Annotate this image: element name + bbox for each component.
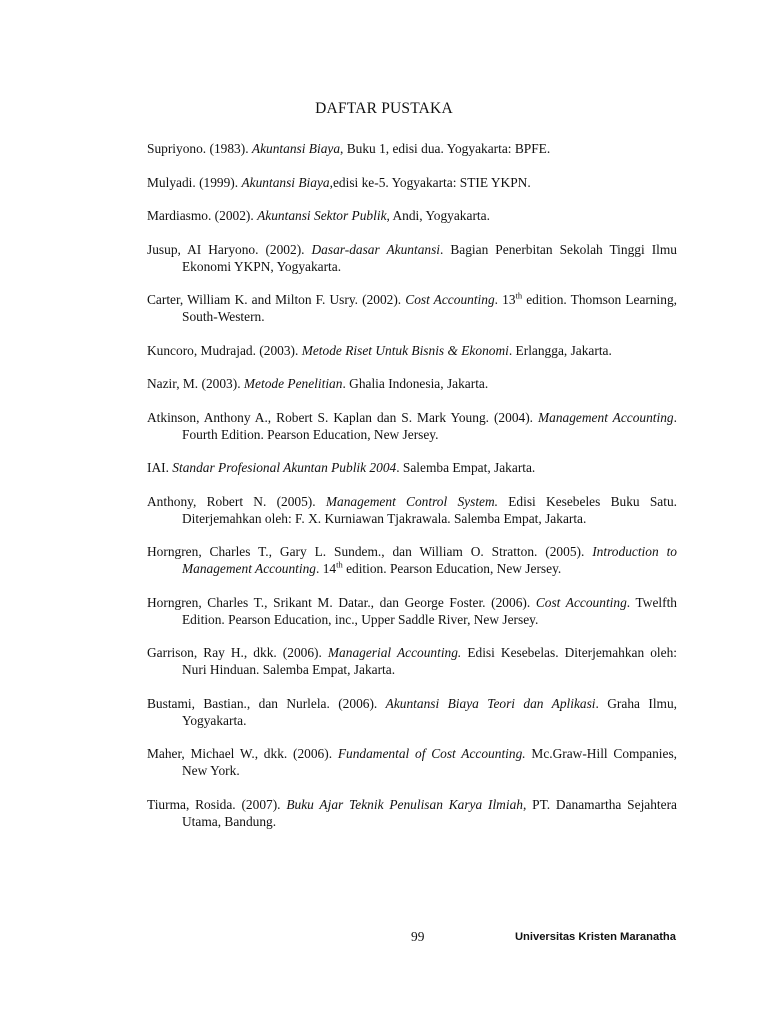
reference-text: . 14 (316, 561, 337, 576)
reference-text: Mc.Graw-Hill Companies, New York. (182, 746, 678, 778)
page-number: 99 (411, 929, 425, 944)
reference-title: Management Control System. (325, 493, 498, 509)
reference-entry (147, 342, 677, 359)
reference-text: Horngren, Charles T., Gary L. Sundem., dan William O. Stratton. (2005). (147, 544, 593, 559)
reference-text: Mardiasmo. (2002). (147, 208, 258, 223)
reference-title: Dasar-dasar Akuntansi (311, 241, 441, 257)
reference-text: Maher, Michael W., dkk. (2006). (147, 746, 338, 761)
reference-text: edition. Thomson Learning, South-Western. (182, 292, 678, 324)
reference-text: . Twelfth Edition. Pearson Education, inc., Upper Saddle River, New Jersey. (182, 594, 677, 627)
reference-text: Supriyono. (1983). (147, 141, 252, 156)
reference-text: Carter, William K. and Milton F. Usry. (2002). (147, 292, 406, 307)
reference-text: Edisi Kesebelas. Diterjemahkan oleh: Nuri Hinduan. Salemba Empat, Jakarta. (182, 645, 677, 677)
reference-list (147, 140, 677, 846)
reference-text: Bustami, Bastian., dan Nurlela. (2006). (147, 695, 386, 711)
reference-text: , PT. Danamartha Sejahtera Utama, Bandung. (182, 796, 677, 829)
reference-text: , Buku 1, edisi dua. Yogyakarta: BPFE. (340, 141, 551, 156)
reference-text: Horngren, Charles T., Srikant M. Datar., dan George Foster. (2006). (147, 594, 536, 610)
reference-entry (147, 140, 677, 157)
reference-text: Nazir, M. (2003). (147, 376, 244, 391)
reference-title: Managerial Accounting. (327, 645, 462, 660)
reference-entry (147, 745, 677, 779)
reference-title: Akuntansi Biaya Teori dan Aplikasi (385, 695, 596, 711)
reference-entry (147, 409, 677, 443)
reference-text: Tiurma, Rosida. (2007). (147, 796, 287, 812)
reference-entry (147, 594, 677, 628)
reference-text: . Salemba Empat, Jakarta. (396, 460, 536, 475)
reference-entry (147, 695, 677, 729)
superscript: th (515, 290, 523, 301)
reference-text: Mulyadi. (1999). (147, 174, 242, 190)
reference-text: . 13 (494, 292, 516, 307)
reference-title: Cost Accounting (535, 594, 627, 610)
reference-entry (147, 543, 677, 577)
reference-text: . Ghalia Indonesia, Jakarta. (342, 376, 489, 391)
reference-title: Buku Ajar Teknik Penulisan Karya Ilmiah (286, 796, 523, 812)
page-title: DAFTAR PUSTAKA (315, 100, 453, 117)
reference-text: Anthony, Robert N. (2005). (147, 493, 326, 509)
reference-text: ,edisi ke-5. Yogyakarta: STIE YKPN. (329, 174, 531, 190)
reference-entry (147, 241, 677, 275)
reference-entry (147, 459, 677, 476)
reference-title: Management Accounting (538, 409, 674, 425)
reference-entry (147, 493, 677, 527)
reference-title: Akuntansi Biaya (251, 141, 341, 156)
reference-text: IAI. (147, 460, 173, 475)
reference-text: Atkinson, Anthony A., Robert S. Kaplan dan S. Mark Young. (2004). (147, 409, 538, 425)
reference-title: Akuntansi Biaya (241, 174, 330, 190)
reference-title: Metode Riset Untuk Bisnis & Ekonomi (301, 342, 509, 358)
reference-entry (147, 174, 677, 191)
reference-entry (147, 375, 677, 392)
reference-entry (147, 796, 677, 830)
reference-text: . Erlangga, Jakarta. (508, 342, 612, 358)
reference-text: Kuncoro, Mudrajad. (2003). (147, 342, 302, 358)
reference-text: Jusup, AI Haryono. (2002). (147, 241, 312, 257)
reference-title: Metode Penelitian (243, 376, 343, 391)
reference-title: Introduction to Management Accounting (182, 544, 677, 576)
reference-text: . Fourth Edition. Pearson Education, New Jersey. (182, 409, 677, 442)
footer-institution: Universitas Kristen Maranatha (514, 931, 676, 943)
reference-title: Fundamental of Cost Accounting. (337, 746, 526, 761)
reference-title: Standar Profesional Akuntan Publik 2004 (172, 460, 397, 475)
reference-title: Cost Accounting (405, 292, 495, 307)
reference-text: . Graha Ilmu, Yogyakarta. (182, 695, 678, 728)
reference-text: Garrison, Ray H., dkk. (2006). (147, 645, 328, 660)
reference-title: Akuntansi Sektor Publik (257, 208, 387, 223)
superscript: th (336, 559, 343, 570)
reference-text: . Bagian Penerbitan Sekolah Tinggi Ilmu Ekonomi YKPN, Yogyakarta. (182, 241, 677, 274)
reference-text: , Andi, Yogyakarta. (386, 208, 490, 223)
reference-text: edition. Pearson Education, New Jersey. (342, 561, 562, 576)
reference-entry (147, 644, 677, 678)
reference-entry (147, 291, 677, 325)
reference-entry (147, 207, 677, 224)
reference-text: Edisi Kesebeles Buku Satu. Diterjemahkan oleh: F. X. Kurniawan Tjakrawala. Salemba Empat, Jakarta. (182, 493, 677, 526)
